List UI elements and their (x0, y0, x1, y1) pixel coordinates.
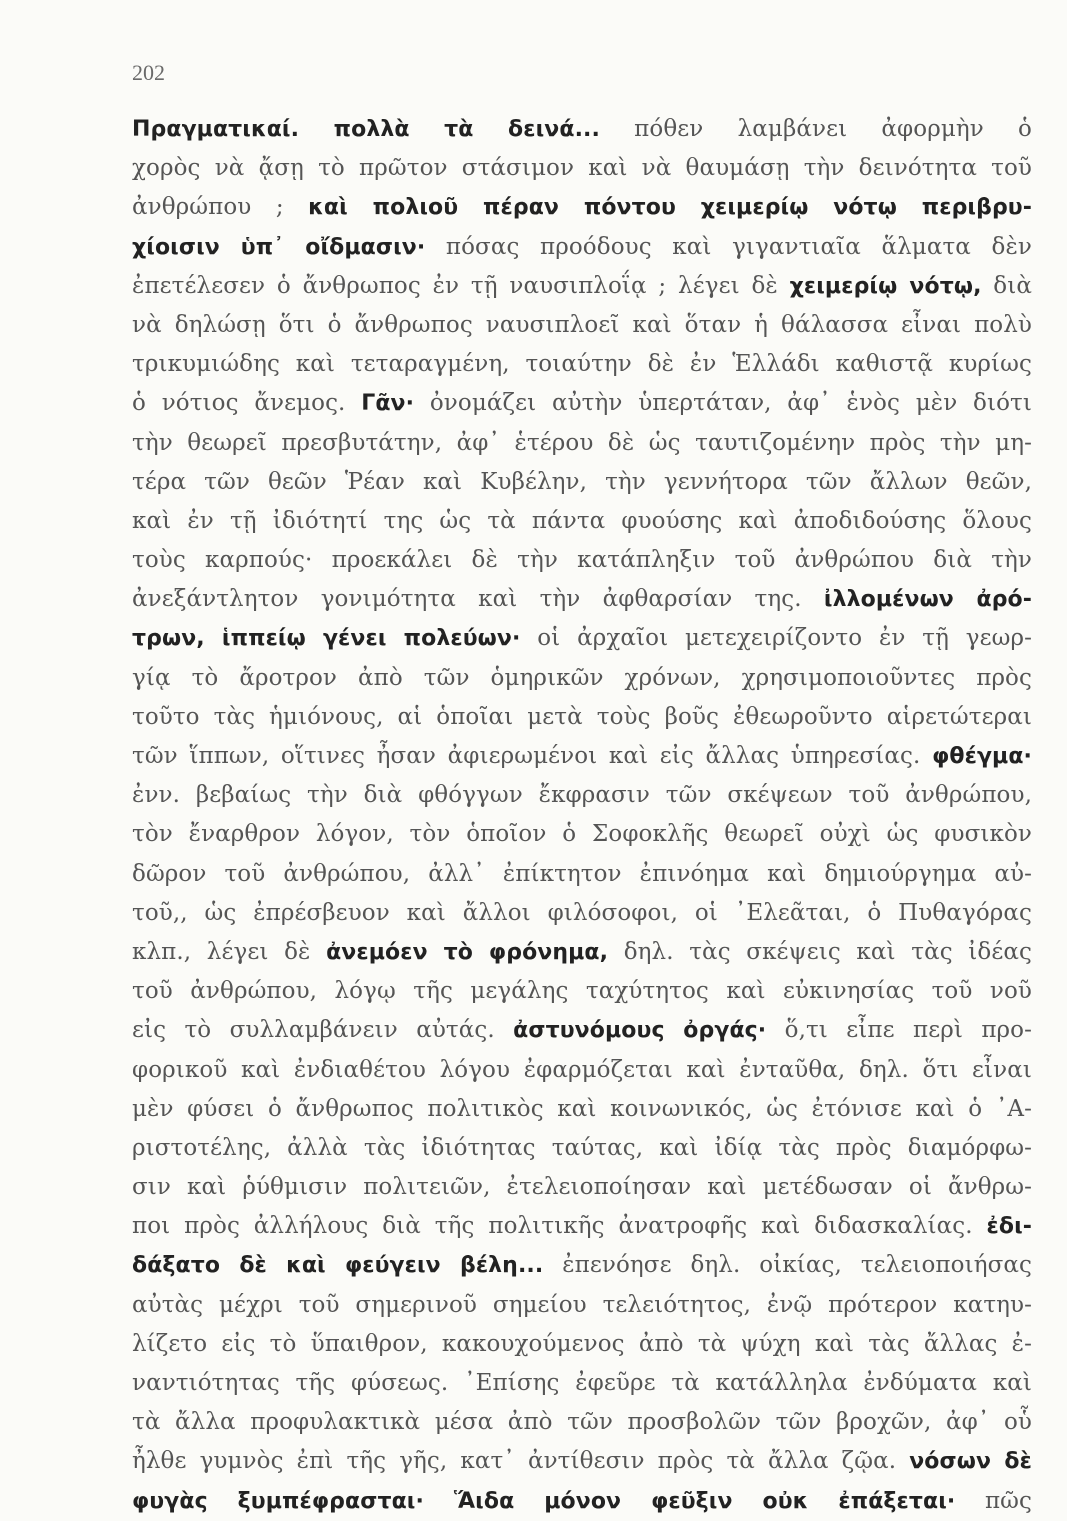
commentary-text: τὰ ἄλλα προφυλακτικὰ μέσα ἀπὸ τῶν προσβολῶν τῶν βροχῶν, ἀφ᾽ οὗ (132, 1409, 1032, 1436)
commentary-text: ἀνθρώπου ; (132, 194, 309, 221)
commentary-text: εἰς τὸ συλλαμβάνειν αὐτάς. (132, 1017, 514, 1044)
lemma-bold: καὶ πολιοῦ πέραν πόντου χειμερίῳ νότῳ περιβρυ- (308, 195, 1032, 221)
text-line (132, 306, 1032, 345)
commentary-text: πόθεν λαμβάνει ἀφορμὴν ὁ (599, 116, 1032, 142)
lemma-bold: φθέγμα· (932, 744, 1032, 769)
commentary-text: τοῦ,, ὡς ἐπρέσβευον καὶ ἄλλοι φιλόσοφοι, οἱ ᾽Ελεᾶται, ὁ Πυθαγόρας (132, 899, 1032, 926)
commentary-text: σιν καὶ ῥύθμισιν πολιτειῶν, ἐτελειοποίησαν καὶ μετέδωσαν οἱ ἄνθρω- (132, 1174, 1032, 1201)
commentary-text: καὶ ἐν τῇ ἰδιότητί της ὡς τὰ πάντα φυούσης καὶ ἀποδιδούσης ὅλους (132, 507, 1032, 534)
text-line (132, 1482, 1032, 1521)
text-line (132, 1403, 1032, 1442)
lemma-bold: χίοισιν ὑπ᾽ οἴδμασιν· (132, 234, 426, 260)
text-line (132, 698, 1032, 737)
commentary-text: ἀνεξάντλητον γονιμότητα καὶ τὴν ἀφθαρσίαν της. (132, 586, 824, 613)
commentary-text: διὰ (981, 272, 1033, 299)
text-line (132, 110, 1032, 149)
text-line (132, 345, 1032, 384)
text-line (132, 149, 1032, 188)
text-line (132, 1364, 1032, 1403)
commentary-text: δῶρον τοῦ ἀνθρώπου, ἀλλ᾽ ἐπίκτητον ἐπινόημα καὶ δημιούργημα αὐ- (132, 860, 1032, 887)
lemma-bold: δάξατο δὲ καὶ φεύγειν βέλη... (132, 1253, 544, 1279)
text-line (132, 972, 1032, 1011)
text-line (132, 424, 1032, 463)
commentary-text: χορὸς νὰ ᾄσῃ τὸ πρῶτον στάσιμον καὶ νὰ θαυμάσῃ τὴν δεινότητα τοῦ (132, 155, 1032, 182)
page-number: 202 (132, 60, 165, 85)
text-line (132, 933, 1032, 972)
commentary-text: τρικυμιώδης καὶ τεταραγμένη, τοιαύτην δὲ ἐν Ἑλλάδι καθιστᾷ κυρίως (132, 351, 1032, 378)
commentary-text: οἱ ἀρχαῖοι μετεχειρίζοντο ἐν τῇ γεωρ- (520, 625, 1032, 652)
commentary-text: ὁ νότιος ἄνεμος. (132, 390, 362, 417)
text-line (132, 1207, 1032, 1246)
commentary-text: ἦλθε γυμνὸς ἐπὶ τῆς γῆς, κατ᾽ ἀντίθεσιν πρὸς τὰ ἄλλα ζῷα. (132, 1448, 910, 1475)
lemma-bold: χειμερίῳ νότῳ, (789, 273, 982, 299)
text-line (132, 894, 1032, 933)
text-line (132, 1011, 1032, 1050)
commentary-text: ὀνομάζει αὐτὴν ὑπερτάταν, ἀφ᾽ ἑνὸς μὲν διότι (414, 390, 1032, 417)
commentary-text: αὐτὰς μέχρι τοῦ σημερινοῦ σημείου τελειότητος, ἐνῷ πρότερον κατηυ- (132, 1291, 1032, 1318)
commentary-text: τοὺς καρπούς· προεκάλει δὲ τὴν κατάπληξιν τοῦ ἀνθρώπου διὰ τὴν (132, 547, 1032, 574)
commentary-text: ἐπετέλεσεν ὁ ἄνθρωπος ἐν τῇ ναυσιπλοΐᾳ ; λέγει δὲ (132, 272, 790, 299)
commentary-text: τὸν ἔναρθρον λόγον, τὸν ὁποῖον ὁ Σοφοκλῆς θεωρεῖ οὐχὶ ὡς φυσικὸν (132, 821, 1032, 848)
text-line (132, 1168, 1032, 1207)
text-line (132, 737, 1032, 776)
commentary-text: ποι πρὸς ἀλλήλους διὰ τῆς πολιτικῆς ἀνατροφῆς καὶ διδασκαλίας. (132, 1213, 987, 1240)
commentary-text: ναντιότητας τῆς φύσεως. ᾽Επίσης ἐφεῦρε τὰ κατάλληλα ἐνδύματα καὶ (132, 1370, 1032, 1396)
lemma-bold: ἀνεμόεν τὸ φρόνημα, (326, 939, 609, 965)
text-line (132, 815, 1032, 854)
commentary-text: ριστοτέλης, ἀλλὰ τὰς ἰδιότητας ταύτας, καὶ ἰδίᾳ τὰς πρὸς διαμόρφω- (132, 1134, 1032, 1161)
text-line (132, 1246, 1032, 1285)
text-line (132, 502, 1032, 541)
commentary-text: τοῦ ἀνθρώπου, λόγῳ τῆς μεγάλης ταχύτητος καὶ εὐκινησίας τοῦ νοῦ (132, 978, 1032, 1005)
text-line (132, 1442, 1032, 1481)
commentary-text-block (132, 110, 1032, 1521)
commentary-text: τοῦτο τὰς ἡμιόνους, αἱ ὁποῖαι μετὰ τοὺς βοῦς ἐθεωροῦντο αἱρετώτεραι (132, 703, 1032, 730)
text-line (132, 1325, 1032, 1364)
commentary-text: ἐπενόησε δηλ. οἰκίας, τελειοποιήσας (543, 1252, 1032, 1279)
commentary-text: ὅ,τι εἶπε περὶ προ- (766, 1017, 1033, 1044)
text-line (132, 463, 1032, 502)
lemma-bold: ἀστυνόμους ὀργάς· (513, 1018, 767, 1044)
commentary-text: κλπ., λέγει δὲ (132, 938, 327, 965)
commentary-text: νὰ δηλώσῃ ὅτι ὁ ἄνθρωπος ναυσιπλοεῖ καὶ ὅταν ἡ θάλασσα εἶναι πολὺ (132, 311, 1032, 338)
commentary-text: φορικοῦ καὶ ἐνδιαθέτου λόγου ἐφαρμόζεται καὶ ἐνταῦθα, δηλ. ὅτι εἶναι (132, 1056, 1032, 1083)
text-line (132, 267, 1032, 306)
text-line (132, 855, 1032, 894)
commentary-text: ἐνν. βεβαίως τὴν διὰ φθόγγων ἔκφρασιν τῶν σκέψεων τοῦ ἀνθρώπου, (132, 782, 1032, 809)
text-line (132, 580, 1032, 619)
commentary-text: λίζετο εἰς τὸ ὕπαιθρον, κακουχούμενος ἀπὸ τὰ ψύχη καὶ τὰς ἄλλας ἐ- (132, 1330, 1032, 1357)
text-line (132, 1090, 1032, 1129)
text-line (132, 541, 1032, 580)
text-line (132, 188, 1032, 227)
commentary-text: γίᾳ τὸ ἄροτρον ἀπὸ τῶν ὁμηρικῶν χρόνων, χρησιμοποιοῦντες πρὸς (132, 664, 1032, 691)
text-line (132, 776, 1032, 815)
commentary-text: πόσας προόδους καὶ γιγαντιαῖα ἅλματα δὲν (425, 233, 1032, 260)
commentary-text: πῶς (955, 1487, 1033, 1514)
text-line (132, 228, 1032, 267)
text-line (132, 1286, 1032, 1325)
text-line (132, 1129, 1032, 1168)
lemma-bold: τρων, ἱππείῳ γένει πολεύων· (132, 626, 521, 652)
text-line (132, 659, 1032, 698)
lemma-bold: Γᾶν· (361, 391, 415, 417)
lemma-bold: Πραγματικαί. πολλὰ τὰ δεινά... (132, 117, 600, 142)
commentary-text: τέρα τῶν θεῶν Ῥέαν καὶ Κυβέλην, τὴν γεννήτορα τῶν ἄλλων θεῶν, (132, 468, 1032, 495)
commentary-text: δηλ. τὰς σκέψεις καὶ τὰς ἰδέας (608, 938, 1032, 965)
lemma-bold: ἐδι- (986, 1214, 1032, 1240)
lemma-bold: νόσων δὲ (909, 1449, 1032, 1475)
commentary-text: τῶν ἵππων, οἵτινες ἦσαν ἀφιερωμένοι καὶ εἰς ἄλλας ὑπηρεσίας. (132, 743, 933, 769)
lemma-bold: φυγὰς ξυμπέφρασται· Ἅιδα μόνον φεῦξιν οὐκ ἐπάξεται· (132, 1488, 956, 1514)
text-line (132, 619, 1032, 658)
text-line (132, 384, 1032, 423)
text-line (132, 1051, 1032, 1090)
commentary-text: τὴν θεωρεῖ πρεσβυτάτην, ἀφ᾽ ἑτέρου δὲ ὡς ταυτιζομένην πρὸς τὴν μη- (132, 429, 1032, 456)
lemma-bold: ἰλλομένων ἀρό- (823, 587, 1032, 613)
commentary-text: μὲν φύσει ὁ ἄνθρωπος πολιτικὸς καὶ κοινωνικός, ὡς ἐτόνισε καὶ ὁ ᾽Α- (132, 1095, 1032, 1122)
